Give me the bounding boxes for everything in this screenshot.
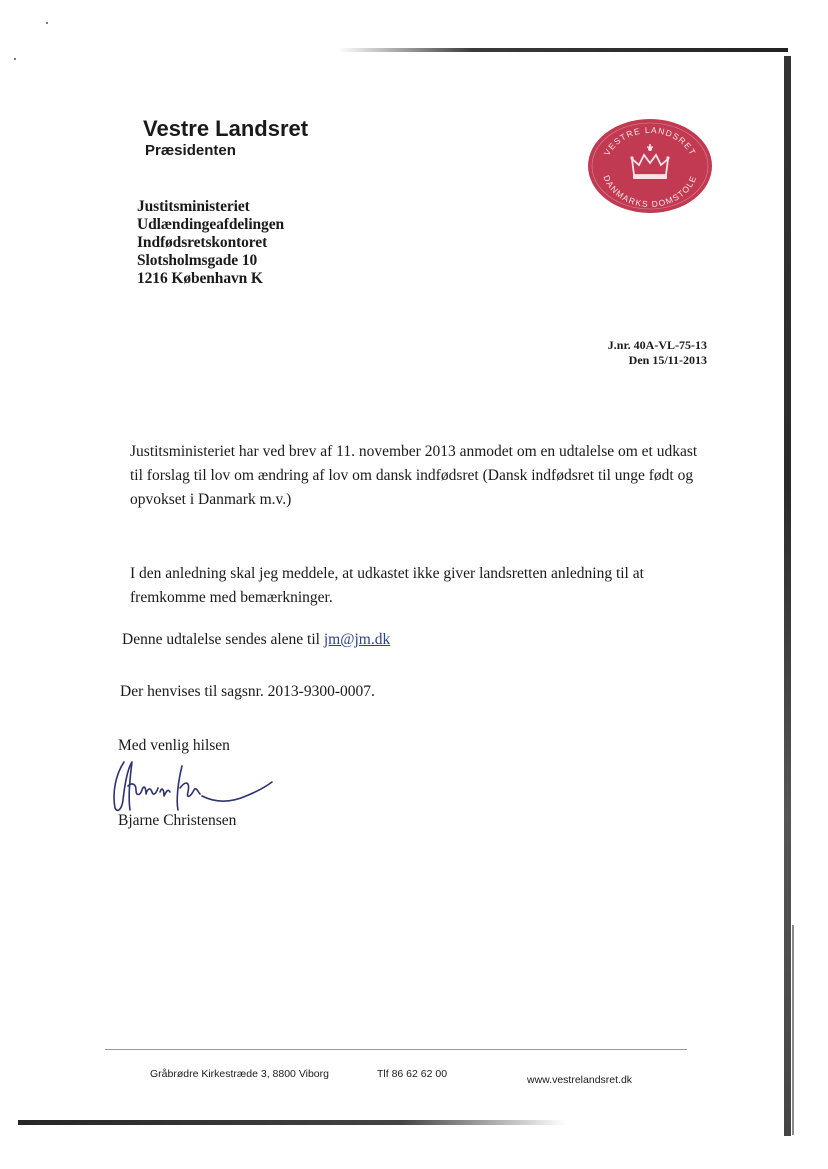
seal-bottom-text: DANMARKS DOMSTOLE <box>601 173 699 210</box>
address-line: Slotsholmsgade 10 <box>137 252 258 269</box>
journal-number: J.nr. 40A-VL-75-13 <box>607 338 707 352</box>
footer-phone: Tlf 86 62 62 00 <box>377 1068 448 1080</box>
footer-address: Gråbrødre Kirkestræde 3, 8800 Viborg <box>150 1068 329 1080</box>
footer-divider <box>105 1049 687 1050</box>
body-paragraph-3 <box>122 628 390 652</box>
court-seal <box>586 117 714 215</box>
office-title: Præsidenten <box>145 142 236 159</box>
scan-speck <box>14 58 16 60</box>
scan-speck <box>46 22 48 24</box>
recipient-address <box>137 198 284 288</box>
reference-block <box>608 338 707 368</box>
email-link[interactable]: jm@jm.dk <box>323 631 391 648</box>
address-line: Indfødsretskontoret <box>137 234 268 251</box>
footer-website[interactable]: www.vestrelandsret.dk <box>527 1074 633 1086</box>
address-line: Justitsministeriet <box>137 198 250 215</box>
address-line: 1216 København K <box>137 270 263 287</box>
scan-edge-bottom <box>18 1120 566 1125</box>
body-paragraph-4: Der henvises til sagsnr. 2013-9300-0007. <box>120 683 375 700</box>
closing-greeting: Med venlig hilsen <box>118 737 230 754</box>
body-paragraph-1: Justitsministeriet har ved brev af 11. november 2013 anmodet om en udtalelse om et udkast til forslag til lov om ændring af lov om dansk indfødsret (Dansk indfødsret til unge født og opvokset i Danmark m.v.) <box>130 443 698 508</box>
address-line: Udlændingeafdelingen <box>137 216 285 233</box>
send-to-text: Denne udtalelse sendes alene til <box>122 631 324 648</box>
letter-date: Den 15/11-2013 <box>628 353 707 367</box>
scan-edge-right-faint <box>792 925 794 1135</box>
signer-name: Bjarne Christensen <box>118 812 237 829</box>
scan-edge-right <box>784 56 791 1136</box>
scan-edge-top <box>338 48 788 52</box>
seal-top-text: VESTRE LANDSRET <box>601 124 699 158</box>
body-paragraph-2: I den anledning skal jeg meddele, at udkastet ikke giver landsretten anledning til at fremkomme med bemærkninger. <box>130 565 644 606</box>
court-name: Vestre Landsret <box>143 116 309 141</box>
